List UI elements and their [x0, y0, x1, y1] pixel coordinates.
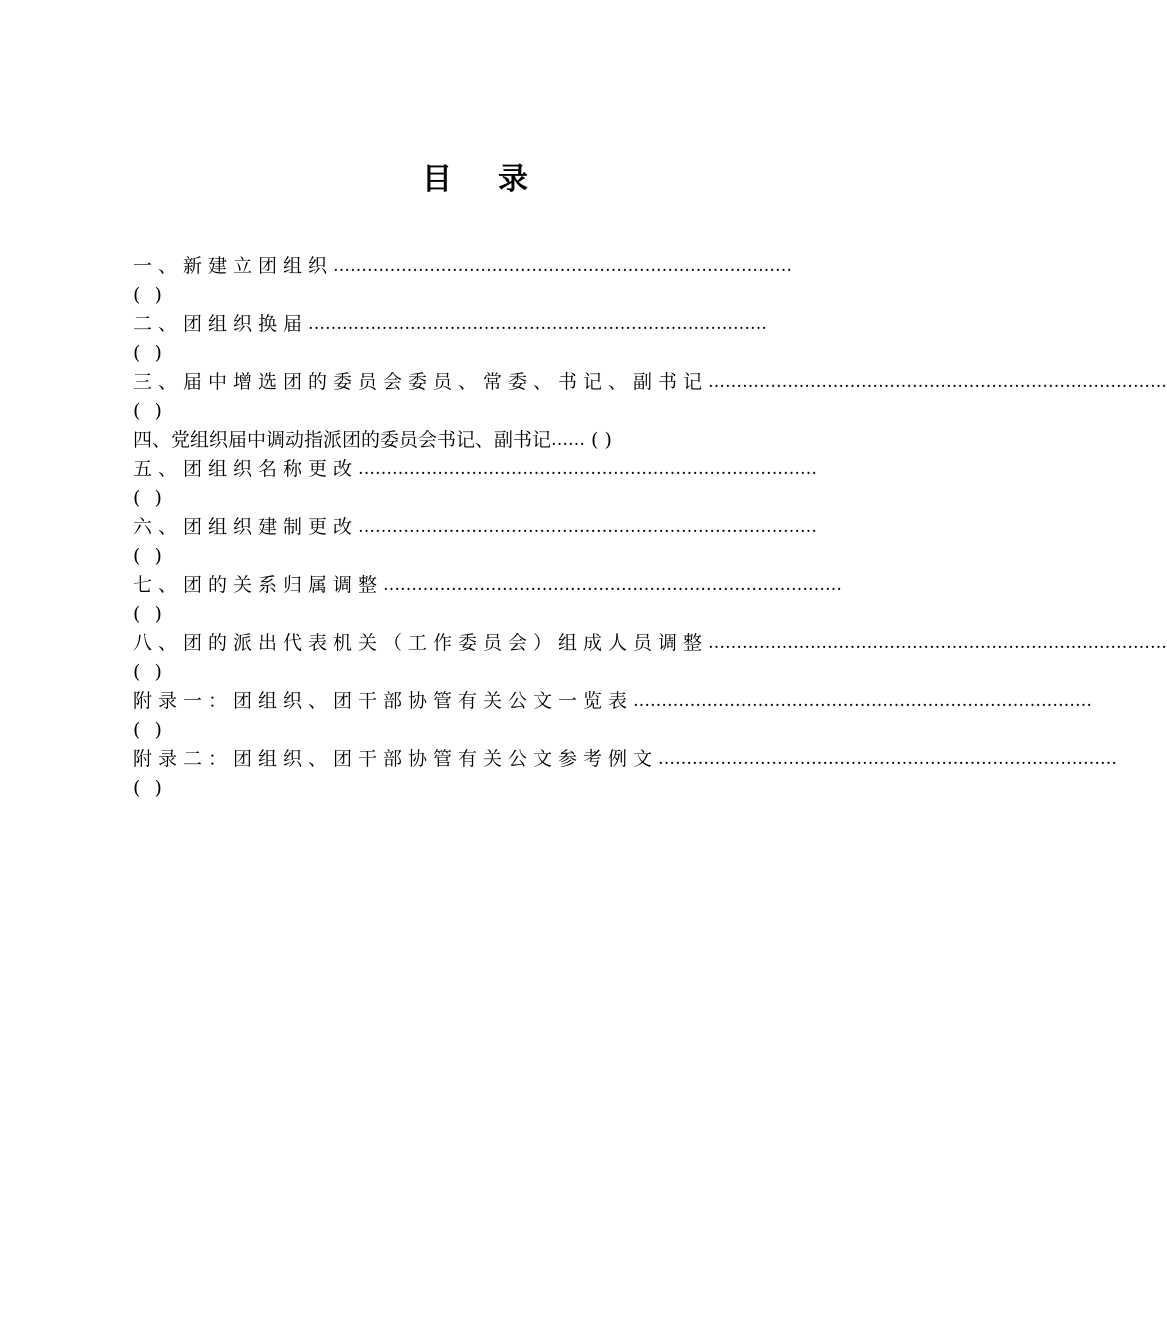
toc-entry-8[interactable]	[133, 629, 1167, 687]
toc-entry-appendix-1[interactable]	[133, 687, 1093, 745]
toc-page-ref: ( )	[133, 342, 166, 364]
toc-entry-line	[133, 687, 1093, 716]
toc-entry-label: 四、党组织届中调动指派团的委员会书记、副书记	[133, 429, 552, 451]
toc-leader-dots: ………………………………………………………………………	[708, 372, 1167, 392]
toc-entry-label: 一、新建立团组织	[133, 255, 334, 277]
toc-entry-4[interactable]	[133, 426, 817, 455]
toc-entry-appendix-2[interactable]	[133, 745, 1118, 803]
toc-leader-dots: ………………………………………………………………………	[708, 633, 1167, 653]
toc-entry-line	[133, 368, 1167, 397]
toc-page-ref: ( )	[133, 400, 166, 422]
toc-leader-dots: ………………………………………………………………………	[308, 314, 768, 334]
toc-entry-line	[133, 513, 817, 542]
toc-entry-line	[133, 571, 843, 600]
toc-page-ref: ( )	[133, 661, 166, 683]
toc-leader-dots: ………………………………………………………………………	[333, 256, 793, 276]
toc-page-ref: ( )	[133, 545, 166, 567]
toc-page-ref: ( )	[133, 284, 166, 306]
toc-title: 目录	[422, 162, 574, 197]
toc-page-ref: ( )	[133, 719, 166, 741]
toc-page-ref: ( )	[133, 603, 166, 625]
toc-page-ref: ( )	[133, 487, 166, 509]
toc-entry-3[interactable]	[133, 368, 1167, 426]
toc-entry-label: 附录二：团组织、团干部协管有关公文参考例文	[133, 748, 659, 770]
toc-page-ref: ( )	[591, 429, 612, 451]
toc-leader-dots: ………………………………………………………………………	[658, 749, 1118, 769]
toc-leader-dots: ………………………………………………………………………	[633, 691, 1093, 711]
toc-entry-label: 八、团的派出代表机关（工作委员会）组成人员调整	[133, 632, 709, 654]
toc-entry-label: 六、团组织建制更改	[133, 516, 359, 538]
toc-entry-label: 三、届中增选团的委员会委员、常委、书记、副书记	[133, 371, 709, 393]
toc-entry-line	[133, 455, 817, 484]
toc-entry-line	[133, 629, 1167, 658]
toc-leader-dots: ……	[551, 430, 586, 450]
toc-page-ref: ( )	[133, 777, 166, 799]
toc-leader-dots: ………………………………………………………………………	[358, 459, 818, 479]
toc-entry-line	[133, 310, 817, 339]
toc-leader-dots: ………………………………………………………………………	[383, 575, 843, 595]
toc-leader-dots: ………………………………………………………………………	[358, 517, 818, 537]
toc-entry-1[interactable]	[133, 252, 817, 310]
toc-entry-line	[133, 252, 817, 281]
toc-entry-7[interactable]	[133, 571, 843, 629]
toc-entry-2[interactable]	[133, 310, 817, 368]
toc-entry-label: 七、团的关系归属调整	[133, 574, 384, 596]
toc-entry-6[interactable]	[133, 513, 817, 571]
toc-entry-5[interactable]	[133, 455, 817, 513]
toc-entry-label: 五、团组织名称更改	[133, 458, 359, 480]
toc-entry-label: 二、团组织换届	[133, 313, 309, 335]
toc-entry-label: 附录一：团组织、团干部协管有关公文一览表	[133, 690, 634, 712]
toc-list	[133, 252, 1167, 803]
toc-entry-line	[133, 426, 817, 455]
toc-entry-line	[133, 745, 1118, 774]
